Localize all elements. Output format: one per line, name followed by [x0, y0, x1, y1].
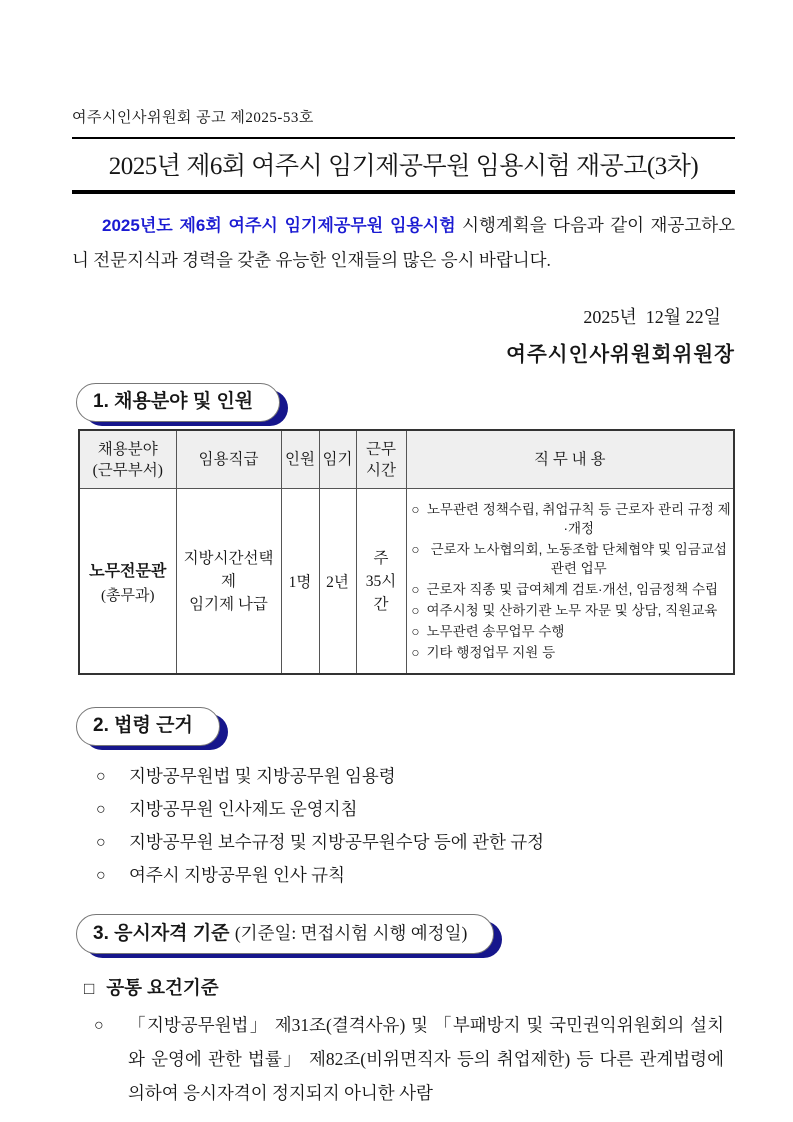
law-text: 지방공무원 보수규정 및 지방공무원수당 등에 관한 규정 — [129, 832, 545, 852]
header-hours-line2: 시간 — [366, 461, 396, 479]
circle-bullet: ○ — [411, 502, 420, 517]
header-grade: 임용직급 — [176, 430, 281, 489]
law-text: 여주시 지방공무원 인사 규칙 — [129, 865, 345, 885]
circle-bullet: ○ — [96, 768, 106, 785]
intro-paragraph — [72, 208, 735, 277]
intro-highlight-text: 2025년도 제6회 여주시 임기제공무원 임용시험 — [102, 216, 456, 235]
signoff-block — [72, 303, 735, 367]
header-hours — [356, 430, 406, 489]
document-title-block — [72, 137, 735, 194]
hours-line2: 35시간 — [365, 572, 397, 613]
duty-text: 근로자 직종 및 급여체계 검토·개선, 임금정책 수립 — [426, 582, 719, 597]
section2-heading-pill — [76, 707, 220, 746]
header-hours-line1: 근무 — [366, 440, 396, 458]
section-eligibility — [72, 914, 735, 1110]
duty-item — [409, 500, 732, 538]
section2-heading: 2. 법령 근거 — [76, 707, 220, 746]
section1-heading-pill — [76, 383, 280, 422]
header-field — [79, 430, 176, 489]
common-requirement-item — [94, 1008, 724, 1110]
header-duties: 직 무 내 용 — [406, 430, 734, 489]
common-requirements-title-text: 공통 요건기준 — [106, 977, 219, 998]
header-term: 임기 — [319, 430, 356, 489]
common-requirements-list — [72, 1008, 735, 1110]
cell-hours — [356, 489, 406, 675]
document-title: 2025년 제6회 여주시 임기제공무원 임용시험 재공고(3차) — [108, 153, 699, 180]
law-text: 지방공무원법 및 지방공무원 임용령 — [129, 766, 396, 786]
signoff-date: 2025년 12월 22일 — [583, 307, 721, 327]
header-headcount: 인원 — [281, 430, 319, 489]
law-list — [72, 760, 735, 892]
section3-heading-main: 3. 응시자격 기준 — [93, 923, 230, 944]
duty-text: 노무관련 송무업무 수행 — [426, 624, 565, 639]
circle-bullet: ○ — [96, 801, 106, 818]
duty-item — [409, 540, 732, 578]
law-item — [96, 826, 735, 859]
common-requirements-title — [84, 974, 735, 1000]
law-item — [96, 859, 735, 892]
section3-heading-note: (기준일: 면접시험 시행 예정일) — [234, 923, 468, 943]
section3-heading-pill — [76, 914, 494, 954]
hours-line1: 주 — [373, 549, 389, 567]
circle-bullet: ○ — [411, 542, 420, 557]
circle-bullet: ○ — [96, 867, 106, 884]
header-field-line2: (근무부서) — [92, 461, 163, 479]
duty-text: 노무관련 정책수립, 취업규칙 등 근로자 관리 규정 제·개정 — [426, 502, 731, 536]
cell-duties — [406, 489, 734, 675]
law-item — [96, 793, 735, 826]
duty-item — [409, 580, 732, 599]
square-bullet: □ — [84, 979, 95, 998]
law-item — [96, 760, 735, 793]
duty-text: 여주시청 및 산하기관 노무 자문 및 상담, 직원교육 — [426, 603, 718, 618]
cell-term: 2년 — [319, 489, 356, 675]
section3-heading — [76, 914, 494, 954]
notice-number: 여주시인사위원회 공고 제2025-53호 — [72, 110, 314, 126]
cell-field — [79, 489, 176, 675]
header-field-line1: 채용분야 — [97, 440, 158, 458]
field-department: (총무과) — [101, 587, 155, 604]
duty-text: 기타 행정업무 지원 등 — [426, 645, 556, 660]
grade-line1: 지방시간선택제 — [183, 549, 274, 590]
duty-text: 근로자 노사협의회, 노동조합 단체협약 및 임금교섭 관련 업무 — [430, 542, 727, 576]
field-name: 노무전문관 — [89, 562, 167, 580]
section1-heading: 1. 채용분야 및 인원 — [76, 383, 280, 422]
duty-item — [409, 601, 732, 620]
common-requirement-text: 「지방공무원법」 제31조(결격사유) 및 「부패방지 및 국민권익위원회의 설치와 운영에 관한 법률」 제82조(비위면직자 등의 취업제한) 등 다른 관계법령에 의하여 응시자격이 정지되지 아니한 사람 — [128, 1015, 724, 1103]
intro-body-text: 시행계획을 다음과 같이 재공고하오니 전문지식과 경력을 갖춘 유능한 인재들의 많은 응시 바랍니다. — [72, 215, 736, 270]
section-legal-basis — [72, 707, 735, 892]
circle-bullet: ○ — [411, 582, 420, 597]
circle-bullet: ○ — [94, 1017, 104, 1034]
table-header-row — [79, 430, 734, 489]
duties-list — [409, 500, 732, 662]
circle-bullet: ○ — [411, 645, 420, 660]
cell-grade — [176, 489, 281, 675]
signoff-signer: 여주시인사위원회위원장 — [506, 344, 735, 366]
grade-line2: 임기제 나급 — [189, 595, 268, 613]
cell-headcount: 1명 — [281, 489, 319, 675]
section-recruitment — [72, 383, 735, 675]
circle-bullet: ○ — [411, 603, 420, 618]
law-text: 지방공무원 인사제도 운영지침 — [129, 799, 358, 819]
recruitment-table — [78, 429, 735, 675]
duty-item — [409, 622, 732, 641]
circle-bullet: ○ — [411, 624, 420, 639]
table-row — [79, 489, 734, 675]
duty-item — [409, 643, 732, 662]
circle-bullet: ○ — [96, 834, 106, 851]
